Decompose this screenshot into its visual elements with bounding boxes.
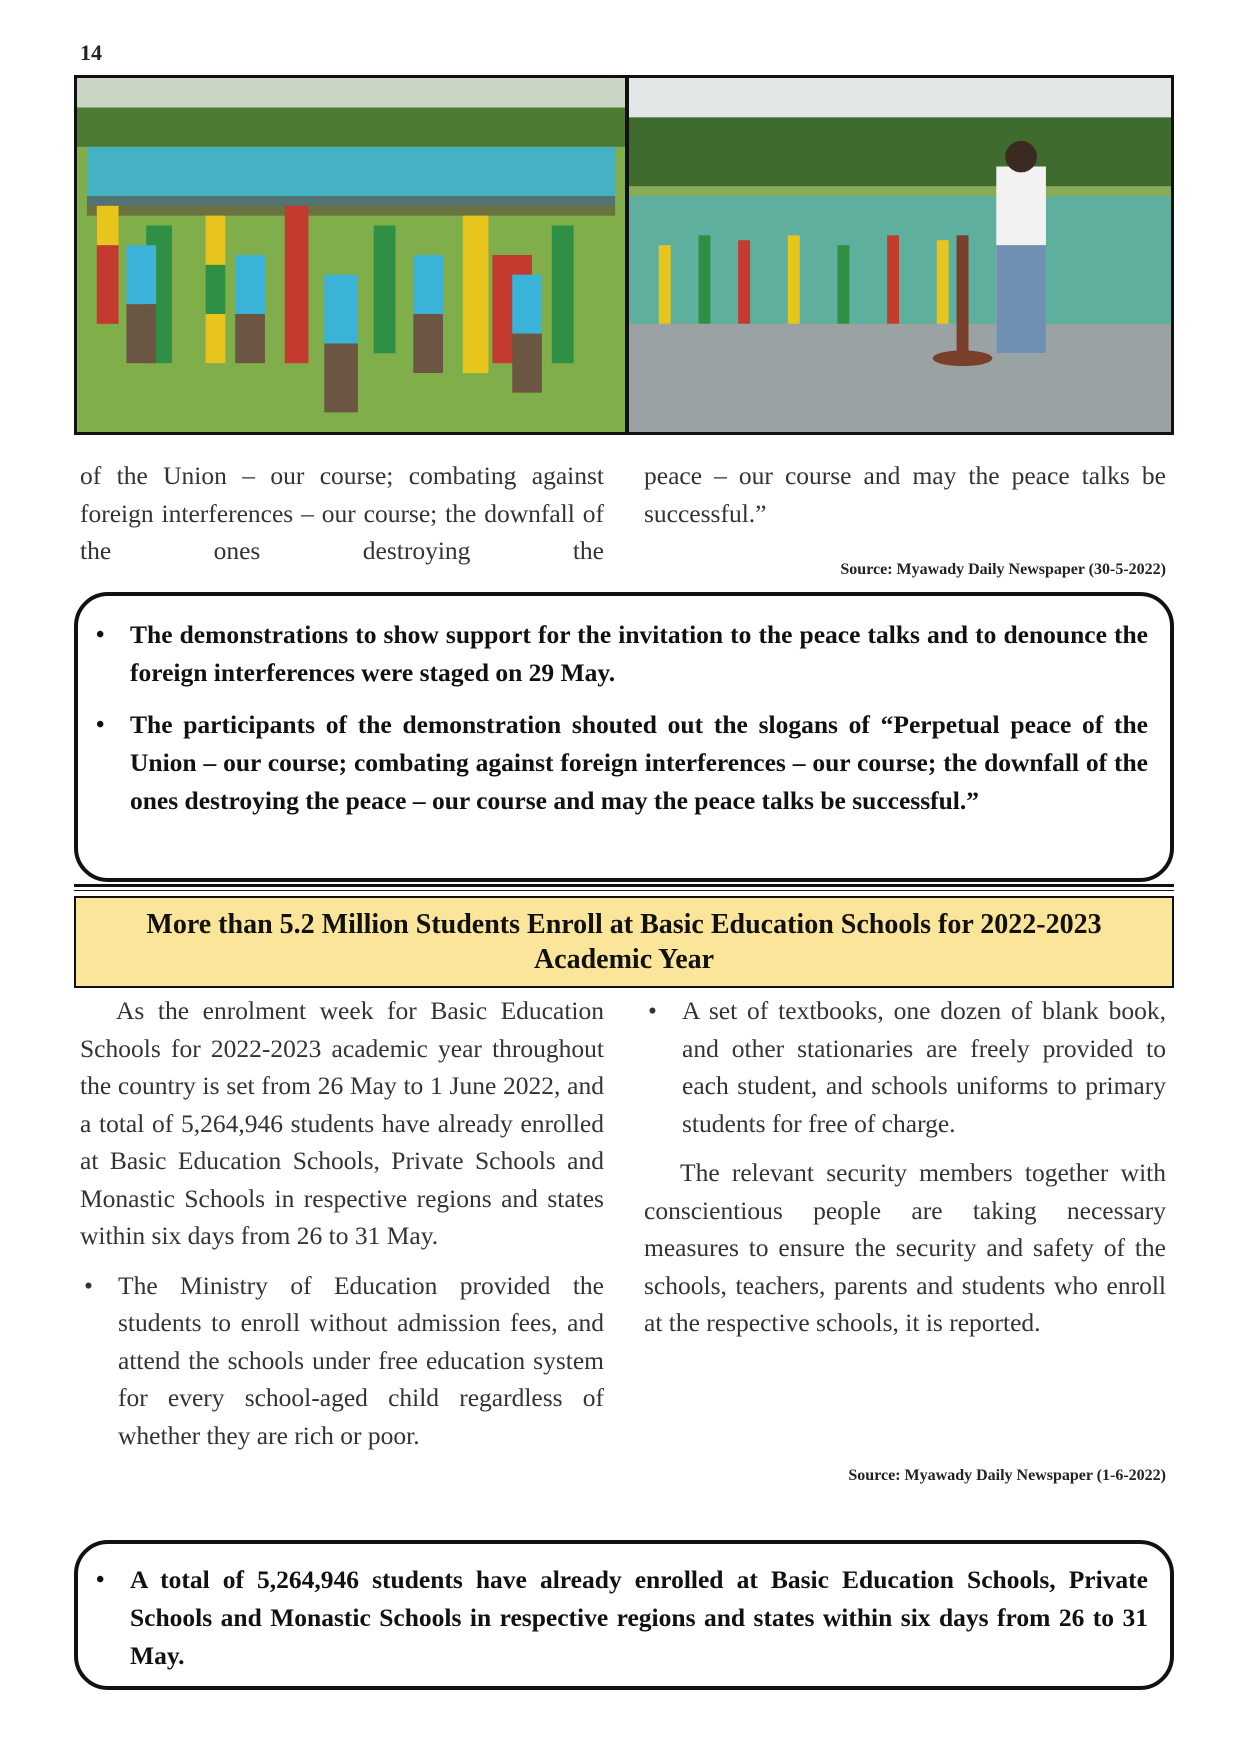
summary-bullet: • A total of 5,264,946 students have already enrolled at Basic Education Schools, Private Schools and Monastic Schools in respective regions and states within six days from 26 to 31 May. xyxy=(130,1561,1148,1675)
divider-rule-thin xyxy=(74,890,1174,891)
summary-bullet: • The participants of the demonstration shouted out the slogans of “Perpetual peace of the Union – our course; combating against foreign interferences – our course; the downfall of the ones destroying the peace – our course and may the peace talks be successful.” xyxy=(130,706,1148,820)
article-paragraph: As the enrolment week for Basic Education Schools for 2022-2023 academic year throughout the country is set from 26 May to 1 June 2022, and a total of 5,264,946 students have already enrolled at Basic Education Schools, Private Schools and Monastic Schools in respective regions and states within six days from 26 to 31 May. xyxy=(80,996,604,1250)
summary-bullet: • The demonstrations to show support for the invitation to the peace talks and to denounce the foreign interferences were staged on 29 May. xyxy=(130,616,1148,692)
page-number: 14 xyxy=(80,40,102,65)
source-citation: Source: Myawady Daily Newspaper (1-6-2022) xyxy=(848,1467,1166,1484)
divider-rule xyxy=(74,884,1174,887)
summary-box xyxy=(74,1540,1174,1690)
article-bullet xyxy=(80,1267,604,1455)
continuation-text-right xyxy=(644,457,1166,532)
article-bullet-text: A set of textbooks, one dozen of blank book, and other stationaries are freely provided to each student, and schools uniforms to primary students for free of charge. xyxy=(682,996,1166,1138)
bullet-icon: • xyxy=(648,996,657,1025)
continuation-paragraph-left: of the Union – our course; combating against foreign interferences – our course; the downfall of the ones destroying the xyxy=(80,461,604,565)
headline-line-2: Academic Year xyxy=(533,944,715,975)
demonstration-photo-left xyxy=(74,75,628,435)
headline-line-1: More than 5.2 Million Students Enroll at Basic Education Schools for 2022-2023 xyxy=(146,909,1102,940)
article-bullet-text: The Ministry of Education provided the students to enroll without admission fees, and attend the schools under free education system for every school-aged child regardless of whether they are rich or poor. xyxy=(118,1270,604,1450)
source-citation: Source: Myawady Daily Newspaper (30-5-2022) xyxy=(840,561,1166,578)
speaker-crowd-image xyxy=(629,78,1171,432)
crowd-field-image xyxy=(77,78,625,432)
bullet-icon: • xyxy=(84,1270,93,1300)
article-paragraph: The relevant security members together with conscientious people are taking necessary measures to ensure the security and safety of the schools, teachers, parents and students who enroll at the respective schools, it is reported. xyxy=(644,1158,1166,1337)
continuation-text-left xyxy=(80,457,604,570)
continuation-paragraph-right: peace – our course and may the peace talks be successful.” xyxy=(644,461,1166,528)
article-column-right xyxy=(644,992,1166,1342)
article-headline xyxy=(74,896,1174,988)
article-bullet xyxy=(644,992,1166,1142)
summary-box xyxy=(74,592,1174,882)
article-column-left xyxy=(80,992,604,1454)
demonstration-photo-right xyxy=(628,75,1174,435)
